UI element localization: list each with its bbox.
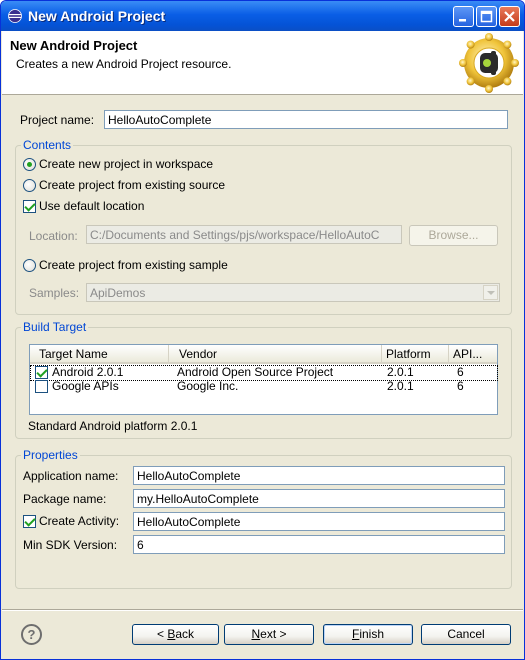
finish-button-mnemonic: F (351, 627, 360, 641)
location-label: Location: (29, 229, 78, 243)
target-checkbox[interactable] (35, 380, 48, 393)
create-activity-input[interactable]: HelloAutoComplete (133, 512, 505, 531)
package-name-input[interactable]: my.HelloAutoComplete (133, 489, 505, 508)
api-cell: 6 (457, 379, 464, 393)
finish-button-label: inish (359, 627, 385, 641)
vendor-cell: Android Open Source Project (177, 365, 334, 379)
create-from-sample-radio[interactable] (23, 259, 36, 272)
eclipse-icon (7, 9, 23, 23)
table-row[interactable] (31, 366, 497, 380)
column-header-target-name[interactable]: Target Name (30, 345, 168, 364)
target-checkbox[interactable] (35, 366, 48, 379)
platform-cell: 2.0.1 (387, 365, 414, 379)
application-name-label: Application name: (23, 469, 119, 483)
maximize-icon (477, 7, 496, 26)
project-name-label: Project name: (20, 113, 95, 127)
title-bar[interactable] (1, 1, 524, 31)
project-name-input[interactable]: HelloAutoComplete (104, 110, 508, 129)
build-target-status: Standard Android platform 2.0.1 (28, 419, 198, 433)
table-row[interactable] (31, 380, 497, 394)
help-icon[interactable]: ? (21, 624, 42, 645)
back-button[interactable] (132, 624, 219, 645)
use-default-location-checkbox[interactable] (23, 200, 36, 213)
next-button[interactable] (224, 624, 314, 645)
create-from-source-label[interactable]: Create project from existing source (39, 178, 226, 192)
min-sdk-input[interactable]: 6 (133, 535, 505, 554)
location-input[interactable]: C:/Documents and Settings/pjs/workspace/HelloAutoC (86, 225, 402, 244)
create-new-project-radio[interactable] (23, 158, 36, 171)
build-target-group-title: Build Target (23, 320, 87, 334)
build-target-table[interactable] (29, 344, 498, 415)
close-icon (500, 7, 519, 26)
min-sdk-label: Min SDK Version: (23, 538, 118, 552)
cancel-button[interactable]: Cancel (421, 624, 511, 645)
use-default-location-label[interactable]: Use default location (39, 199, 145, 213)
maximize-button[interactable] (476, 6, 497, 27)
minimize-button[interactable] (453, 6, 474, 27)
samples-selected-value: ApiDemos (90, 286, 146, 300)
create-new-project-label[interactable]: Create new project in workspace (39, 157, 214, 171)
next-button-mnemonic: N (251, 627, 261, 641)
create-activity-label[interactable]: Create Activity: (39, 514, 120, 528)
back-button-mnemonic: B (167, 627, 176, 641)
back-button-label: ack (175, 627, 195, 641)
next-button-label: ext > (260, 627, 287, 641)
application-name-input[interactable]: HelloAutoComplete (133, 466, 505, 485)
android-adt-logo-icon (458, 32, 520, 94)
samples-select[interactable] (86, 283, 500, 302)
target-name-cell: Android 2.0.1 (52, 365, 124, 379)
api-cell: 6 (457, 365, 464, 379)
create-from-sample-label[interactable]: Create project from existing sample (39, 258, 228, 272)
column-header-vendor[interactable]: Vendor (168, 345, 381, 364)
wizard-header (2, 31, 523, 95)
properties-group-title: Properties (23, 448, 78, 462)
wizard-description: Creates a new Android Project resource. (16, 57, 232, 71)
package-name-label: Package name: (23, 492, 107, 506)
create-activity-checkbox[interactable] (23, 515, 36, 528)
target-name-cell: Google APIs (52, 379, 119, 393)
chevron-down-icon[interactable] (483, 285, 498, 300)
create-from-source-radio[interactable] (23, 179, 36, 192)
platform-cell: 2.0.1 (387, 379, 414, 393)
browse-button[interactable]: Browse... (409, 225, 498, 246)
footer-separator (2, 609, 523, 611)
samples-label: Samples: (29, 286, 80, 300)
wizard-title: New Android Project (10, 38, 138, 53)
back-button-prefix: < (156, 627, 168, 641)
column-header-platform[interactable]: Platform (381, 345, 448, 364)
column-header-api[interactable]: API... (448, 345, 497, 364)
minimize-icon (454, 7, 473, 26)
contents-group-title: Contents (23, 138, 72, 152)
window-title: New Android Project (28, 8, 166, 24)
close-button[interactable] (499, 6, 520, 27)
finish-button[interactable] (323, 624, 413, 645)
vendor-cell: Google Inc. (177, 379, 239, 393)
